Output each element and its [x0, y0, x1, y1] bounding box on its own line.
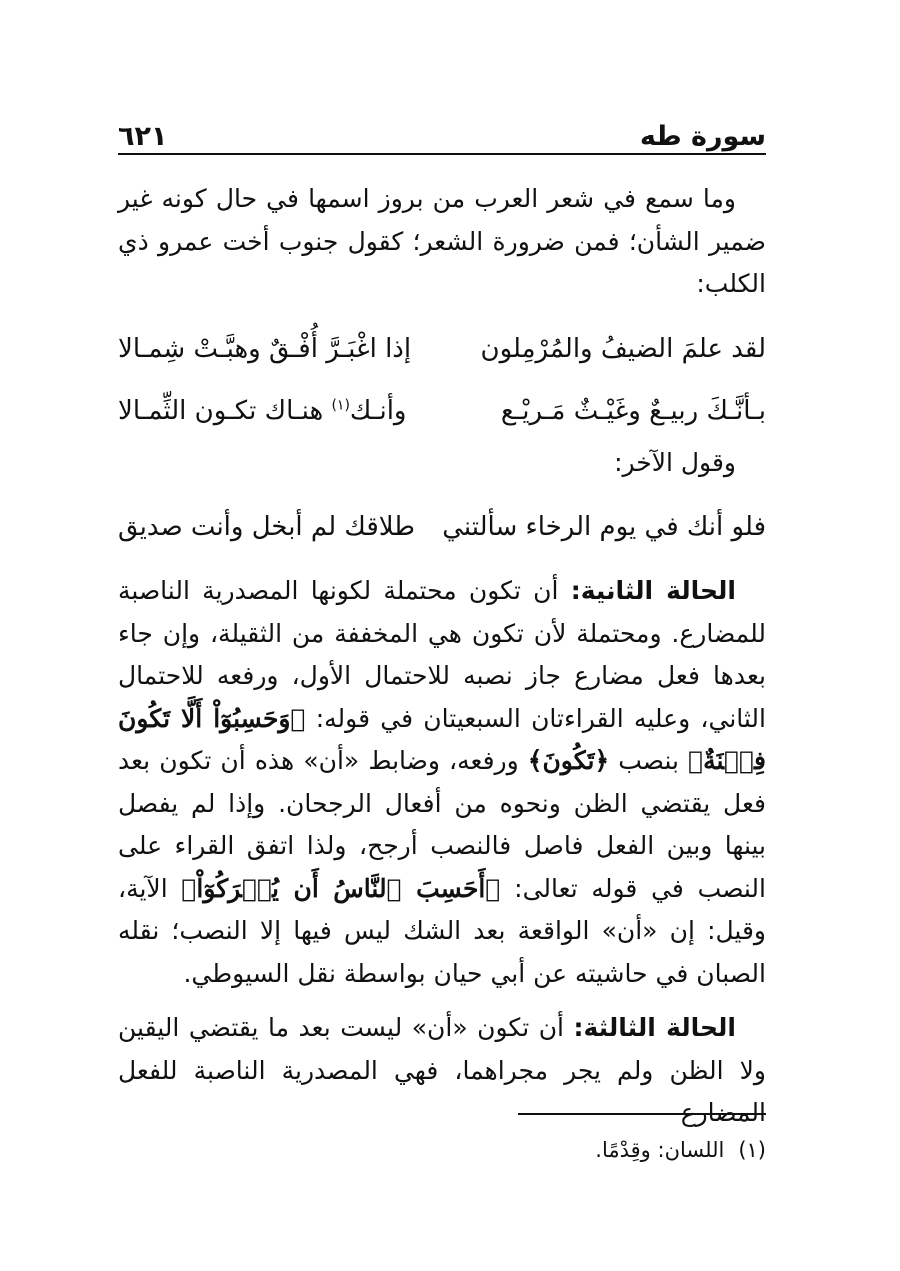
paragraph-2-text-2: بنصب [609, 746, 689, 775]
footnote-divider [518, 1113, 766, 1115]
paragraph-3 [118, 1007, 766, 1135]
paragraph-3-lead: الحالة الثالثة: [573, 1013, 736, 1042]
poem-1-line-1 [118, 318, 766, 380]
paragraph-2 [118, 570, 766, 995]
poem-2-line-1-second-hemistich: طلاقك لم أبخل وأنت صديق [118, 512, 415, 542]
footnote-text: اللسان: وقِدْمًا. [595, 1138, 725, 1162]
quran-quote-3: ﴿أَحَسِبَ ٱلنَّاسُ أَن يُتۡرَكُوٓاْ﴾ [181, 873, 501, 903]
quran-quote-2: ﴿تَكُونَ﴾ [527, 746, 610, 775]
paragraph-2-lead: الحالة الثانية: [570, 576, 736, 605]
intro-2 [118, 442, 766, 485]
footnote-number: (١) [738, 1138, 766, 1162]
poem-1-line-2-second-hemistich [118, 380, 406, 442]
paragraph-2-text-4: الآية، وقيل: إن «أن» الواقعة بعد الشك ليس فيها إلا النصب؛ نقله الصبان في حاشيته عن أبي حيان بواسطة نقل السيوطي. [118, 873, 766, 988]
poem-2-line-1 [118, 496, 766, 558]
intro-2-text: وقول الآخر: [614, 447, 736, 477]
paragraph-3-text: أن تكون «أن» ليست بعد ما يقتضي اليقين ولا الظن ولم يجر مجراهما، فهي المصدرية الناصبة للفعل المضارع [118, 1013, 766, 1127]
poem-1-line-2-part-a: وأنـك [349, 395, 407, 426]
surah-title: سورة طه [639, 121, 766, 152]
paragraph-1-text: وما سمع في شعر العرب من بروز اسمها في حال كونه غير ضمير الشأن؛ فمن ضرورة الشعر؛ كقول جنوب أخت عمرو ذي الكلب: [118, 184, 766, 298]
quran-quote-1: ﴿وَحَسِبُوٓاْ أَلَّا تَكُونَ فِتۡنَةٌ﴾ [118, 703, 766, 775]
poem-1-line-1-first-hemistich: لقد علمَ الضيفُ والمُرْمِلون [480, 333, 766, 364]
poem-1-line-2-part-b: هنـاك تكـون الثِّمـالا [118, 395, 332, 426]
paragraph-1 [118, 178, 766, 306]
header-divider [118, 153, 766, 155]
book-page [118, 0, 766, 1271]
poem-1-line-2-first-hemistich: بـأنَّـكَ ربيـعٌ وغَيْـثٌ مَـريْـع [500, 395, 766, 426]
paragraph-2-text-1: أن تكون محتملة لكونها المصدرية الناصبة للمضارع. ومحتملة لأن تكون هي المخففة من الثقيلة، وإن جاء بعدها فعل مضارع جاز نصبه للاحتمال الأول، ورفعه للاحتمال الثاني، وعليه القراءتان السبعيتان في قوله: [118, 576, 766, 733]
poem-1-line-1-second-hemistich: إذا اغْبَـرَّ أُفْـقٌ وهبَّـتْ شِمـالا [118, 333, 412, 364]
footnote-marker: (١) [331, 396, 350, 413]
poem-1-line-2 [118, 380, 766, 442]
page-number: ٦٢١ [118, 121, 168, 152]
poem-2-line-1-first-hemistich: فلو أنك في يوم الرخاء سألتني [442, 512, 766, 542]
footnote [595, 1135, 766, 1165]
main-text [118, 178, 766, 1135]
paragraph-2-text-3: ورفعه، وضابط «أن» هذه أن تكون بعد فعل يقتضي الظن ونحوه من أفعال الرجحان. وإذا لم يفصل بينها وبين الفعل فاصل فالنصب أرجح، ولذا اتفق القراء على النصب في قوله تعالى: [118, 746, 766, 903]
page-header [118, 112, 766, 152]
